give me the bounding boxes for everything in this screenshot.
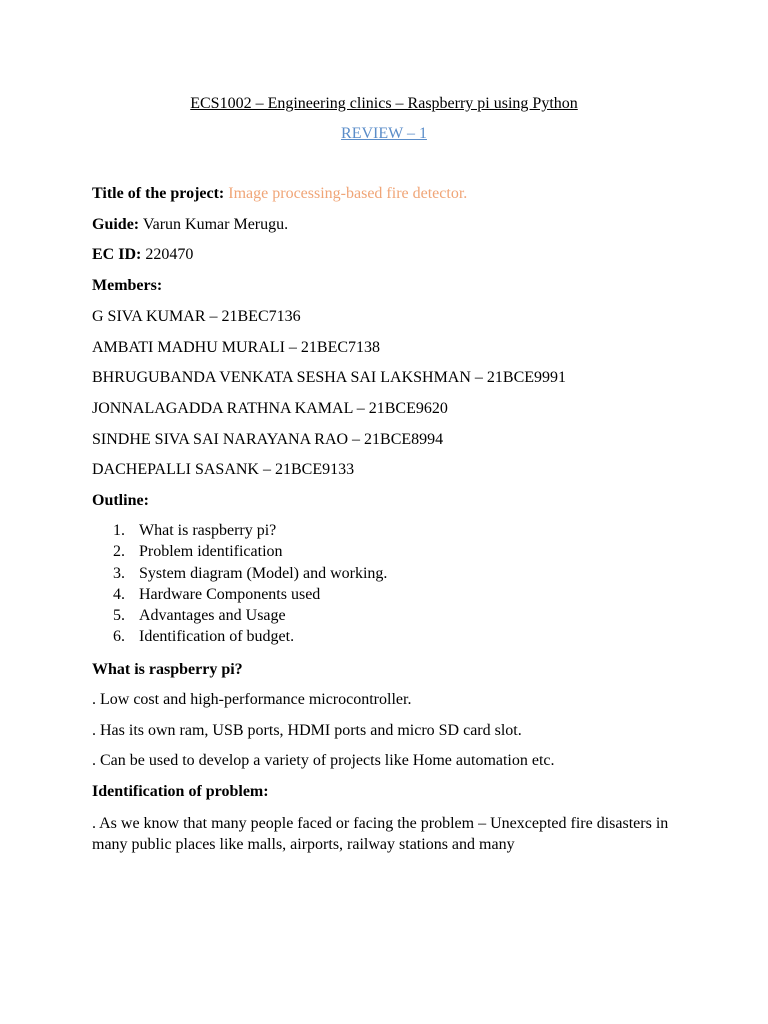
list-number: 2.: [113, 543, 125, 561]
review-heading: REVIEW – 1: [341, 125, 427, 142]
list-item: [113, 605, 387, 626]
list-number: 6.: [113, 628, 125, 646]
list-number: 4.: [113, 585, 125, 603]
list-text: Advantages and Usage: [139, 607, 286, 625]
raspberry-point: . Can be used to develop a variety of projects like Home automation etc.: [92, 752, 555, 769]
member-item: DACHEPALLI SASANK – 21BCE9133: [92, 461, 355, 478]
list-item: [113, 563, 387, 584]
list-text: What is raspberry pi?: [139, 522, 277, 539]
list-item: [113, 541, 387, 562]
list-text: Identification of budget.: [139, 628, 295, 646]
problem-heading: Identification of problem:: [92, 783, 269, 800]
member-item: BHRUGUBANDA VENKATA SESHA SAI LAKSHMAN – 21BCE9991: [92, 369, 567, 386]
problem-paragraph: . As we know that many people faced or facing the problem – Unexcepted fire disasters in many public places like malls, airports, railway stations and many: [92, 815, 669, 853]
list-text: System diagram (Model) and working.: [139, 564, 388, 582]
member-item: SINDHE SIVA SAI NARAYANA RAO – 21BCE8994: [92, 431, 444, 448]
guide-label: Guide:: [92, 216, 140, 233]
list-item: [113, 584, 387, 605]
list-item: [113, 626, 387, 647]
list-number: 1.: [113, 522, 125, 539]
project-title-label: Title of the project:: [92, 185, 225, 202]
guide-line: [92, 215, 288, 235]
outline-heading: Outline:: [92, 492, 149, 509]
member-item: JONNALAGADDA RATHNA KAMAL – 21BCE9620: [92, 400, 448, 417]
list-number: 3.: [113, 564, 125, 582]
list-text: Hardware Components used: [139, 585, 321, 603]
list-text: Problem identification: [139, 543, 283, 561]
ecid-line: [92, 245, 193, 265]
ecid-value: 220470: [141, 246, 194, 263]
list-item: [113, 520, 387, 541]
ecid-label: EC ID:: [92, 246, 142, 263]
member-item: G SIVA KUMAR – 21BEC7136: [92, 308, 301, 325]
guide-value: Varun Kumar Merugu.: [139, 216, 289, 233]
course-title: ECS1002 – Engineering clinics – Raspberry pi using Python: [190, 95, 578, 112]
raspberry-heading: What is raspberry pi?: [92, 661, 243, 678]
raspberry-point: . Low cost and high-performance microcontroller.: [92, 691, 412, 708]
project-title-value: Image processing-based fire detector.: [224, 185, 468, 202]
list-number: 5.: [113, 607, 125, 625]
outline-list: [113, 520, 387, 648]
raspberry-point: . Has its own ram, USB ports, HDMI ports and micro SD card slot.: [92, 722, 522, 739]
members-heading: Members:: [92, 277, 163, 294]
member-item: AMBATI MADHU MURALI – 21BEC7138: [92, 339, 381, 356]
project-title-line: [92, 184, 467, 204]
